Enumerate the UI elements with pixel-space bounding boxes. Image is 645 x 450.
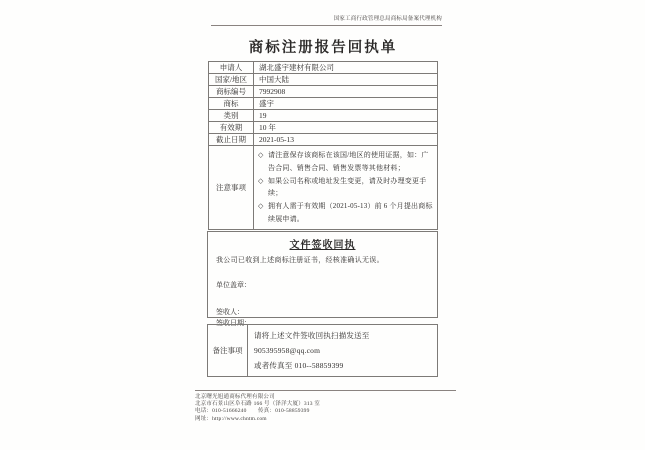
document-receipt-box: [207, 231, 438, 327]
document-title: 商标注册报告回执单: [248, 40, 398, 56]
footer-phone-fax: 电话：010-51666240 传真：010-58859399: [195, 408, 310, 415]
footer-address: 北京市石景山区阜石路 166 号（泽洋大厦）313 室: [195, 401, 321, 408]
row-label-country: 国家/地区: [209, 74, 254, 86]
sign-date-label: 签收日期：: [216, 319, 251, 327]
agency-footer: [195, 390, 456, 423]
row-label-expiry-date: 截止日期: [209, 134, 254, 146]
agency-header-text: 国家工商行政管理总局商标局备案代理机构: [333, 16, 442, 22]
table-row: [209, 134, 438, 146]
note-text: 请注意保存该商标在该国/地区的使用证据，如：广告合同、销售合同、销售发票等其他材料；: [268, 151, 429, 172]
remarks-content: [248, 325, 438, 377]
agency-header: [211, 14, 442, 26]
footer-company-name: 北京曙光旭通商标代理有限公司: [195, 394, 275, 400]
notes-list: [254, 146, 438, 230]
row-value-expiry-date: 2021-05-13: [254, 134, 438, 146]
table-row: [209, 110, 438, 122]
row-label-validity: 有效期: [209, 122, 254, 134]
row-value-applicant: 湖北盛宇建材有限公司: [254, 62, 438, 74]
diamond-bullet-icon: ◇: [258, 202, 264, 211]
note-item: [258, 149, 433, 175]
row-label-trademark-number: 商标编号: [209, 86, 254, 98]
row-value-class: 19: [254, 110, 438, 122]
note-item: [258, 175, 433, 201]
remarks-table: [207, 324, 438, 377]
diamond-bullet-icon: ◇: [258, 151, 264, 159]
company-stamp-label: 单位盖章：: [216, 281, 251, 289]
row-value-validity: 10 年: [254, 122, 438, 134]
row-value-country: 中国大陆: [254, 74, 438, 86]
table-row: [209, 122, 438, 134]
table-row: [209, 62, 438, 74]
row-value-trademark: 盛宇: [254, 98, 438, 110]
notes-label: 注意事项: [209, 146, 254, 230]
receipt-confirmation-text: 我公司已收到上述商标注册证书，经核准确认无误。: [216, 256, 384, 264]
signer-label: 签收人：: [216, 308, 244, 316]
remark-scan-instruction: 请将上述文件签收回执扫描发送至 905395958@qq.com: [254, 331, 370, 355]
diamond-bullet-icon: ◇: [258, 176, 264, 185]
row-label-applicant: 申请人: [209, 62, 254, 74]
receipt-title: 文件签收回执: [289, 240, 356, 251]
table-row: [209, 74, 438, 86]
remark-fax-instruction: 或者传真至 010--58859399: [254, 361, 344, 370]
row-label-trademark: 商标: [209, 98, 254, 110]
note-text: 如果公司名称或地址发生变更，请及时办理变更手续；: [268, 176, 427, 198]
footer-website: 网址：http://www.chntm.com: [195, 415, 267, 422]
row-value-trademark-number: 7992908: [254, 86, 438, 98]
trademark-info-table: [208, 61, 438, 230]
note-text: 拥有人需于有效期（2021-05-13）前 6 个月提出商标续展申请。: [268, 202, 433, 223]
table-row: [209, 98, 438, 110]
remarks-label: 备注事项: [208, 325, 248, 377]
table-row: [209, 86, 438, 98]
row-label-class: 类别: [209, 110, 254, 122]
note-item: [258, 200, 433, 226]
remarks-row: [208, 325, 438, 377]
notes-row: [209, 146, 438, 230]
